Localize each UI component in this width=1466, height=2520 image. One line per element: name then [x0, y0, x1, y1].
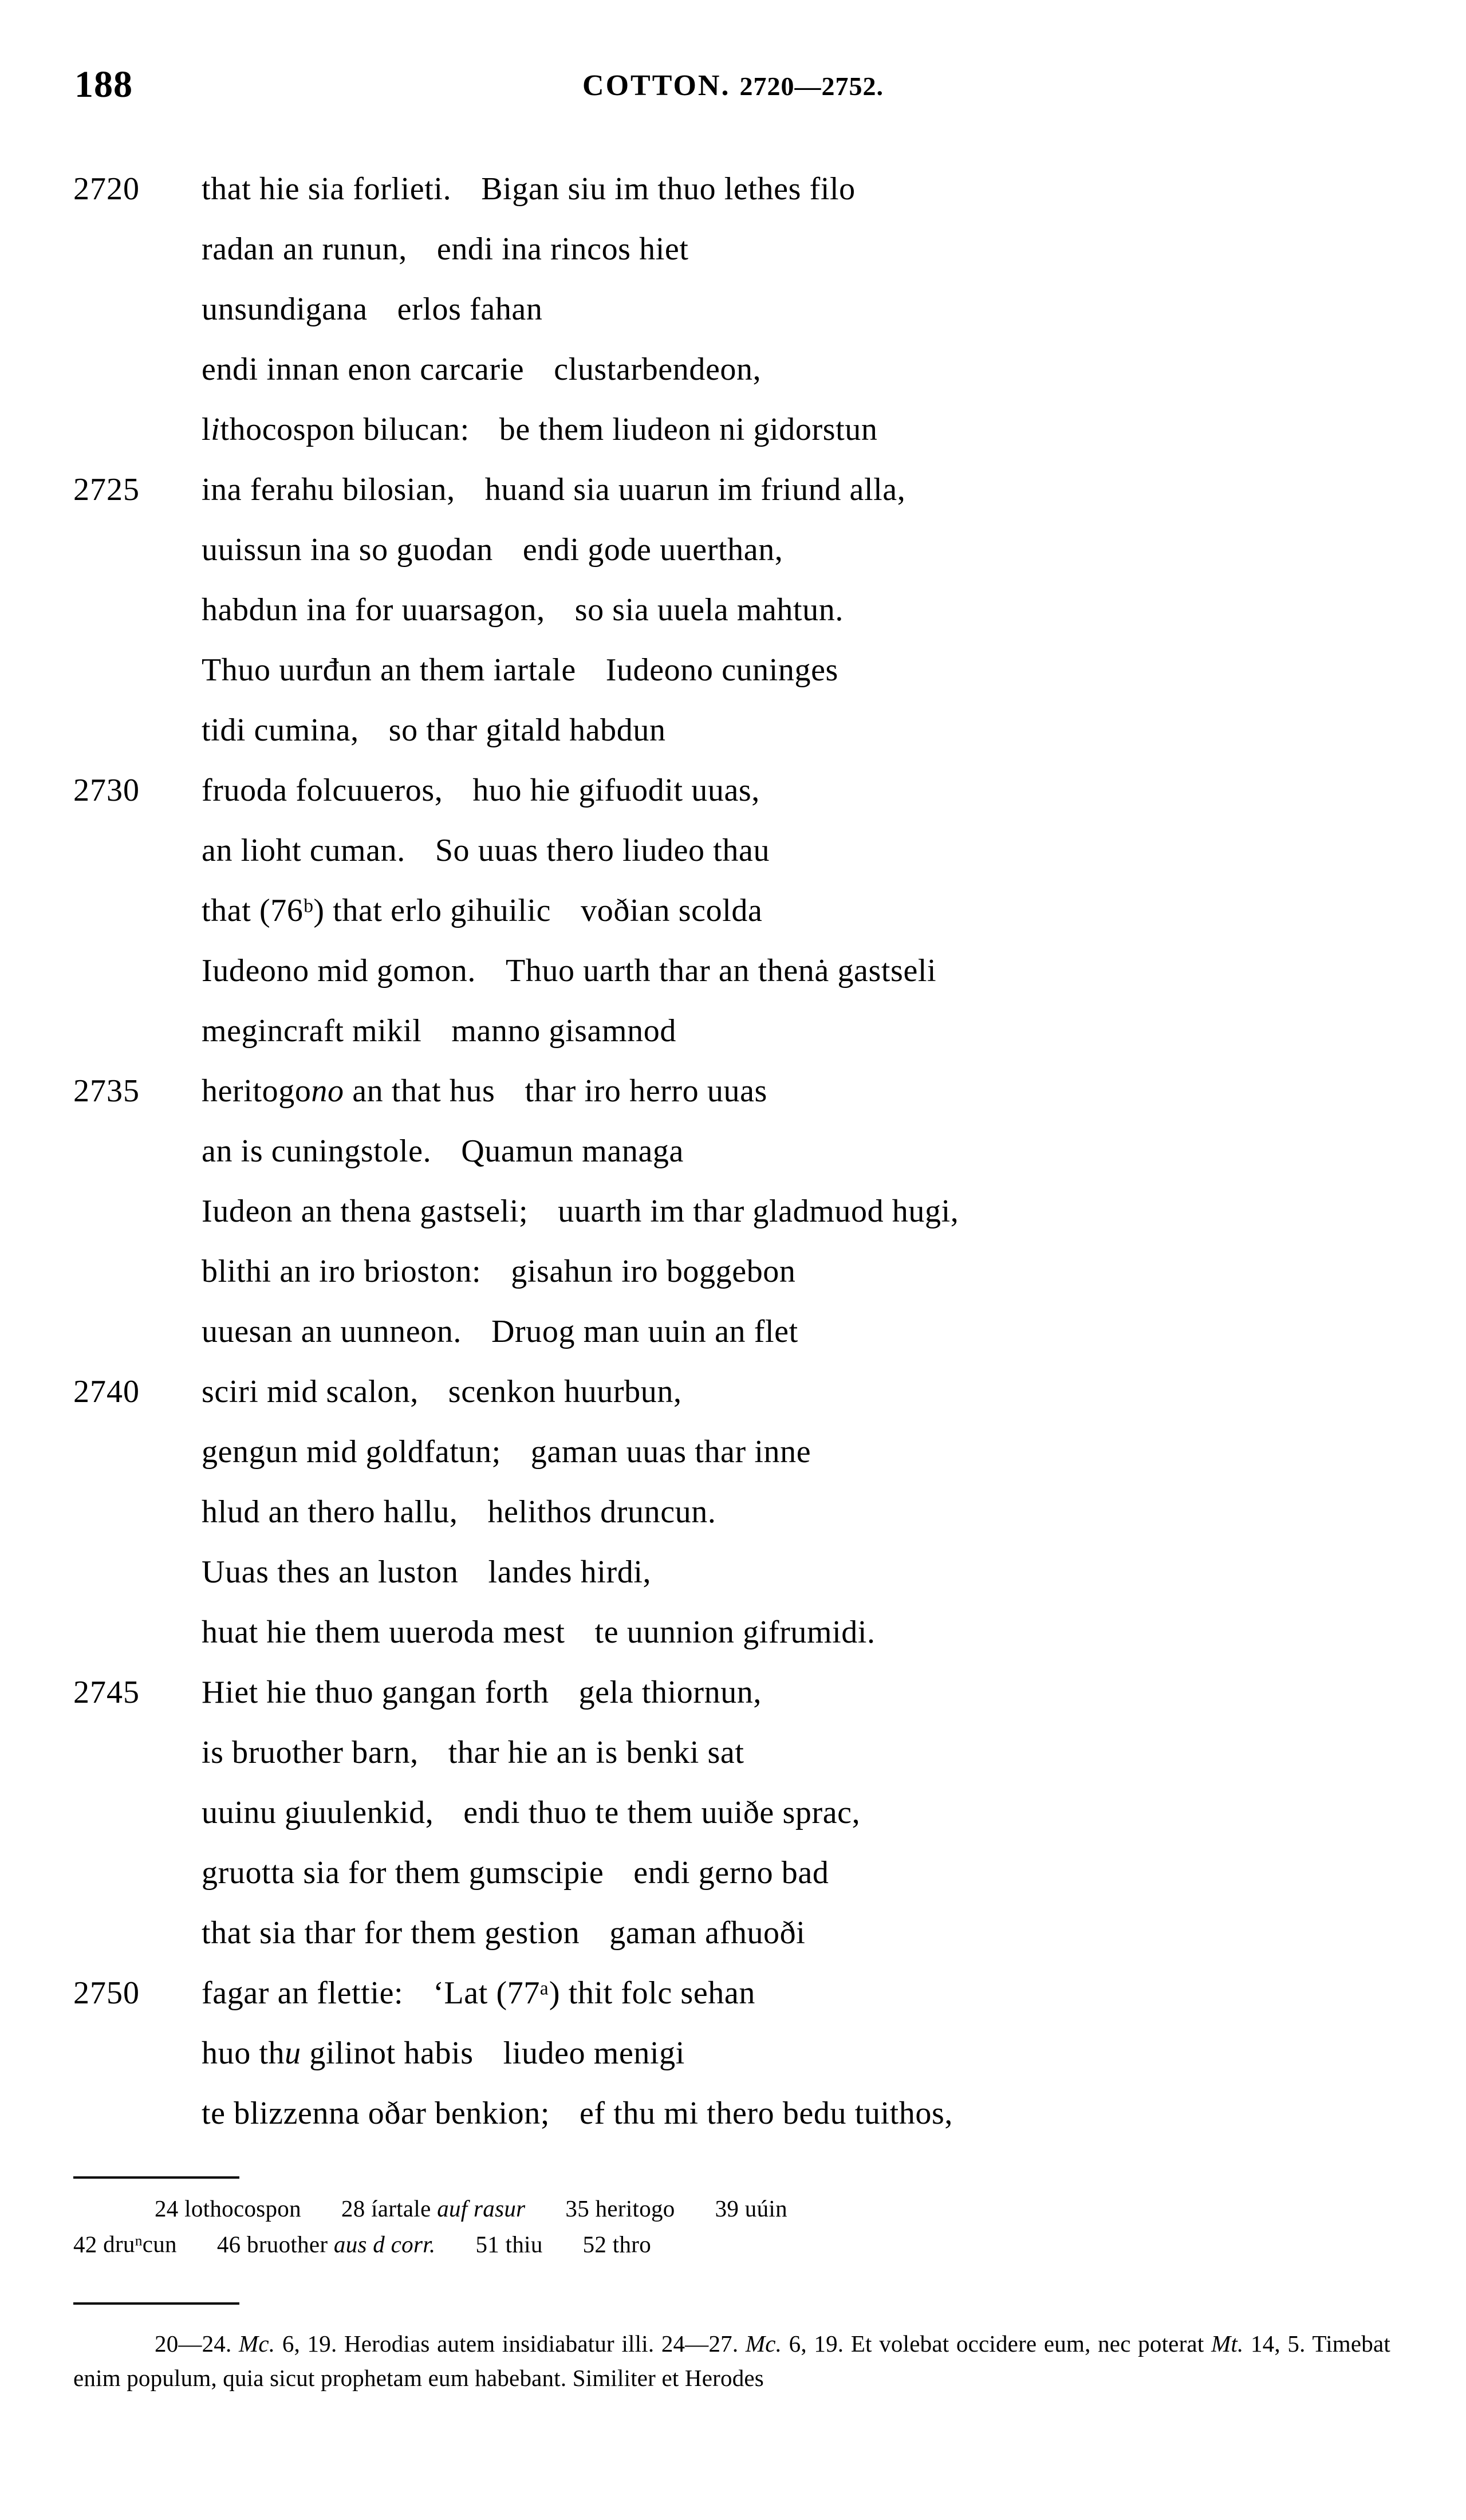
verse-line [0, 1723, 1466, 1783]
apparatus-line [73, 2225, 1390, 2261]
verse-halfline-b: scenkon huurbun, [448, 1374, 682, 1409]
verse-halfline-b: huand sia uuarun im friund alla, [484, 472, 906, 507]
verse-line [0, 1663, 1466, 1723]
verse-line-text [202, 1903, 805, 1963]
verse-halfline-a: habdun ina for uuarsagon, [202, 592, 545, 628]
verse-line-text [202, 1302, 798, 1362]
commentary-rule [73, 2302, 239, 2305]
apparatus-line-ref: 28 [341, 2195, 365, 2222]
verse-halfline-a: sciri mid scalon, [202, 1374, 419, 1409]
verse-line-text [202, 1963, 755, 2023]
verse-line [0, 1482, 1466, 1542]
verse-line-text [202, 941, 936, 1001]
verse-line [0, 1242, 1466, 1302]
apparatus-line-ref: 24 [155, 2195, 179, 2222]
verse-line [0, 700, 1466, 761]
verse-line [0, 340, 1466, 400]
verse-line-number: 2740 [73, 1374, 140, 1409]
verse-line-text [202, 1723, 744, 1783]
verse-halfline-b: Bigan siu im thuo lethes filo [481, 171, 856, 207]
verse-halfline-a: hlud an thero hallu, [202, 1494, 458, 1530]
apparatus-reading: thro [612, 2231, 652, 2258]
verse-line [0, 1182, 1466, 1242]
verse-halfline-b: so sia uuela mahtun. [574, 592, 844, 628]
verse-line-text [202, 340, 761, 400]
verse-halfline-a: uuissun ina so guodan [202, 532, 493, 568]
verse-line-text [202, 2084, 953, 2144]
commentary-latin-text: Herodias autem insidiabatur illi. [344, 2330, 655, 2357]
verse-halfline-a: Hiet hie thuo gangan forth [202, 1675, 549, 1710]
running-title-work: COTTON. [582, 69, 731, 102]
verse-line-text [202, 159, 856, 219]
verse-halfline-b: voðian scolda [581, 893, 763, 928]
verse-line [0, 1061, 1466, 1121]
verse-line [0, 460, 1466, 520]
verse-halfline-b: helithos druncun. [487, 1494, 716, 1530]
verse-halfline-b: endi gode uuerthan, [522, 532, 783, 568]
apparatus-reading: bruother [247, 2231, 328, 2258]
verse-halfline-b: landes hirdi, [488, 1554, 652, 1590]
commentary-line-range: 24—27. [661, 2330, 739, 2357]
apparatus-criticus [73, 2192, 1390, 2261]
running-title [0, 69, 1466, 103]
verse-line [0, 1963, 1466, 2023]
verse-halfline-a: te blizzenna oðar benkion; [202, 2096, 550, 2131]
verse-line-text [202, 1542, 651, 1602]
commentary-line-range: 20—24. [155, 2330, 232, 2357]
verse-line-text [202, 1843, 829, 1903]
apparatus-line-ref: 35 [565, 2195, 590, 2222]
apparatus-reading: heritogo [595, 2195, 675, 2222]
verse-halfline-a: is bruother barn, [202, 1735, 419, 1770]
apparatus-line-ref: 39 [715, 2195, 739, 2222]
verse-halfline-a: Iudeon an thena gastseli; [202, 1194, 529, 1229]
apparatus-reading: lothocospon [184, 2195, 301, 2222]
verse-halfline-b: be them liudeon ni gidorstun [499, 412, 878, 447]
verse-line [0, 2023, 1466, 2084]
verse-halfline-a: unsundigana [202, 292, 368, 327]
verse-halfline-b: liudeo menigi [503, 2035, 685, 2071]
verse-line [0, 1783, 1466, 1843]
verse-halfline-a: uuinu giuulenkid, [202, 1795, 434, 1830]
verse-halfline-a: Iudeono mid gomon. [202, 953, 476, 989]
page-number: 188 [74, 64, 133, 105]
verse-line-text [202, 1663, 762, 1723]
verse-halfline-b: clustarbendeon, [554, 352, 762, 387]
italic-editorial-letters: u [285, 2035, 301, 2071]
apparatus-line-ref: 46 [216, 2231, 241, 2258]
verse-line-number: 2735 [73, 1073, 140, 1109]
verse-line-text [202, 1061, 767, 1121]
apparatus-reading: thiu [505, 2231, 543, 2258]
verse-halfline-a: fruoda folcuueros, [202, 773, 443, 808]
verse-halfline-a: Uuas thes an luston [202, 1554, 459, 1590]
verse-halfline-b: ‘Lat (77ᵃ) thit folc sehan [433, 1975, 755, 2011]
apparatus-note: auf rasur [437, 2195, 526, 2222]
verse-line-text [202, 1001, 676, 1061]
verse-line [0, 520, 1466, 580]
verse-line [0, 1843, 1466, 1903]
verse-halfline-b: so thar gitald habdun [388, 712, 666, 748]
verse-halfline-b: Iudeono cuninges [605, 652, 838, 688]
verse-line [0, 1001, 1466, 1061]
apparatus-line-ref: 42 [73, 2231, 97, 2258]
verse-line [0, 1121, 1466, 1182]
verse-line-text [202, 821, 770, 881]
verse-line [0, 941, 1466, 1001]
verse-line-number: 2750 [73, 1975, 140, 2011]
verse-halfline-b: huo hie gifuodit uuas, [472, 773, 760, 808]
verse-halfline-a: megincraft mikil [202, 1013, 422, 1049]
verse-halfline-b: Thuo uarth thar an thenȧ gastseli [505, 953, 937, 989]
verse-line-text [202, 1482, 716, 1542]
verse-halfline-a: huat hie them uueroda mest [202, 1615, 565, 1650]
verse-halfline-a: gengun mid goldfatun; [202, 1434, 501, 1470]
apparatus-rule [73, 2176, 239, 2179]
verse-line [0, 640, 1466, 700]
verse-halfline-a: an lioht cuman. [202, 833, 405, 868]
apparatus-reading: íartale [371, 2195, 431, 2222]
verse-line [0, 580, 1466, 640]
verse-line-number: 2745 [73, 1675, 140, 1710]
latin-source-commentary [73, 2326, 1390, 2395]
verse-halfline-b: thar hie an is benki sat [448, 1735, 744, 1770]
verse-line-text [202, 2023, 685, 2084]
verse-halfline-a: that sia thar for them gestion [202, 1915, 580, 1951]
verse-halfline-b: ef thu mi thero bedu tuithos, [580, 2096, 953, 2131]
commentary-bible-source: Mc. [745, 2330, 782, 2357]
verse-halfline-b: Quamun managa [461, 1133, 684, 1169]
verse-line-text [202, 460, 905, 520]
verse-halfline-a: Thuo uurđun an them iartale [202, 652, 576, 688]
verse-halfline-b: thar iro herro uuas [525, 1073, 767, 1109]
verse-line-text [202, 881, 762, 941]
verse-halfline-a: that hie sia forlieti. [202, 171, 452, 207]
commentary-latin-text: Et volebat occidere eum, nec poterat [850, 2330, 1204, 2357]
verse-halfline-b: endi thuo te them uuiðe sprac, [463, 1795, 861, 1830]
verse-halfline-b: te uunnion gifrumidi. [594, 1615, 876, 1650]
apparatus-reading: dru$^n$cun [103, 2231, 177, 2258]
verse-halfline-a: tidi cumina, [202, 712, 359, 748]
apparatus-note: aus d corr. [333, 2231, 436, 2258]
verse-halfline-a: heritogono an that hus [202, 1073, 495, 1109]
verse-halfline-a: huo thu gilinot habis [202, 2035, 474, 2071]
verse-line-text [202, 219, 689, 279]
verse-line-text [202, 400, 877, 460]
commentary-latin-text: Timebat enim populum, quia sicut prophetam eum habebant. Similiter et Herodes [73, 2330, 1390, 2391]
verse-line [0, 279, 1466, 340]
verse-halfline-b: So uuas thero liudeo thau [435, 833, 770, 868]
verse-halfline-a: uuesan an uunneon. [202, 1314, 462, 1349]
verse-line-text [202, 1602, 876, 1663]
verse-line-number: 2725 [73, 472, 140, 507]
verse-halfline-b: erlos fahan [397, 292, 543, 327]
verse-line-text [202, 279, 543, 340]
verse-line [0, 821, 1466, 881]
verse-halfline-b: uuarth im thar gladmuod hugi, [558, 1194, 959, 1229]
verse-halfline-b: gaman uuas thar inne [530, 1434, 811, 1470]
verse-block [0, 159, 1466, 2144]
verse-halfline-a: endi innan enon carcarie [202, 352, 525, 387]
verse-line-text [202, 1182, 959, 1242]
verse-halfline-a: gruotta sia for them gumscipie [202, 1855, 604, 1891]
verse-halfline-b: manno gisamnod [451, 1013, 676, 1049]
italic-editorial-letters: no [311, 1073, 344, 1109]
verse-line-text [202, 1242, 796, 1302]
verse-line-number: 2730 [73, 773, 140, 808]
verse-halfline-a: ina ferahu bilosian, [202, 472, 455, 507]
verse-line-text [202, 1121, 684, 1182]
verse-halfline-b: Druog man uuin an flet [491, 1314, 798, 1349]
verse-line [0, 219, 1466, 279]
verse-line [0, 1362, 1466, 1422]
apparatus-line-ref: 51 [475, 2231, 500, 2258]
verse-line [0, 881, 1466, 941]
verse-line [0, 1422, 1466, 1482]
apparatus-line [73, 2192, 1390, 2225]
verse-line [0, 1542, 1466, 1602]
verse-halfline-a: blithi an iro brioston: [202, 1254, 482, 1289]
commentary-bible-source: Mt. [1211, 2330, 1244, 2357]
verse-halfline-b: gisahun iro boggebon [511, 1254, 796, 1289]
apparatus-line-ref: 52 [582, 2231, 607, 2258]
commentary-bible-ref: 6, 19. [282, 2330, 337, 2357]
verse-line-text [202, 761, 760, 821]
verse-line [0, 2084, 1466, 2144]
commentary-bible-ref: 14, 5. [1250, 2330, 1306, 2357]
verse-halfline-a: fagar an flettie: [202, 1975, 404, 2011]
commentary-bible-ref: 6, 19. [789, 2330, 844, 2357]
verse-halfline-b: endi ina rincos hiet [436, 231, 689, 267]
verse-halfline-a: lithocospon bilucan: [202, 412, 470, 447]
verse-line-text [202, 1362, 682, 1422]
verse-halfline-b: gela thiornun, [578, 1675, 762, 1710]
verse-halfline-a: radan an runun, [202, 231, 407, 267]
verse-halfline-b: gaman afhuoði [609, 1915, 806, 1951]
commentary-paragraph [73, 2326, 1390, 2395]
running-title-range: 2720—2752. [739, 72, 884, 101]
verse-line-text [202, 520, 783, 580]
verse-line [0, 1602, 1466, 1663]
verse-line [0, 1302, 1466, 1362]
verse-line [0, 761, 1466, 821]
verse-line [0, 159, 1466, 219]
verse-halfline-a: an is cuningstole. [202, 1133, 432, 1169]
verse-line [0, 400, 1466, 460]
verse-line-number: 2720 [73, 171, 140, 207]
verse-halfline-b: endi gerno bad [633, 1855, 829, 1891]
verse-line-text [202, 580, 844, 640]
verse-line [0, 1903, 1466, 1963]
verse-line-text [202, 640, 838, 700]
verse-halfline-a: that (76ᵇ) that erlo gihuilic [202, 893, 551, 928]
verse-line-text [202, 700, 666, 761]
italic-editorial-letters: i [211, 412, 220, 447]
running-head [0, 63, 1466, 115]
apparatus-reading: uúin [744, 2195, 787, 2222]
verse-line-text [202, 1422, 811, 1482]
commentary-bible-source: Mc. [239, 2330, 275, 2357]
verse-line-text [202, 1783, 860, 1843]
